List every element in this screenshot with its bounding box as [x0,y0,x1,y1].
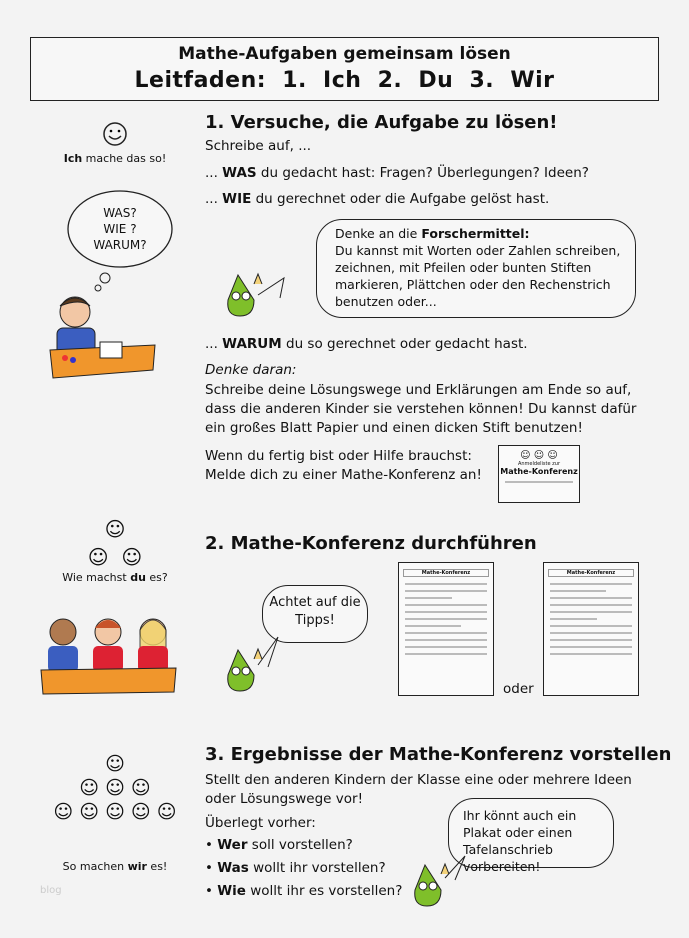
ich-caption: Ich mache das so! [63,152,167,165]
melde-text: Melde dich zu einer Mathe-Konferenz an! [205,467,482,483]
denke-text: Schreibe deine Lösungswege und Erklärungen am Ende so auf, dass die anderen Kinder sie verstehen können! Du kannst dafür ein großes Blatt Papier und einen dicken Stift benutzen! [205,382,637,436]
anmeldeliste-card: ☺ ☺ ☺ Anmeldeliste zur Mathe-Konferenz [498,445,580,503]
smiley-icon [102,121,128,147]
bullet-wer: • Wer soll vorstellen? [205,837,353,853]
smiley-group-icon: ☺ ☺ ☺ [87,517,143,569]
tipps-bubble: Achtet auf die Tipps! [262,585,368,643]
oder-text: oder [503,681,534,697]
denke-label: Denke daran: [205,362,297,378]
section3-heading: 3. Ergebnisse der Mathe-Konferenz vorstellen [205,744,672,765]
thought-text: WAS? WIE ? WARUM? [93,206,147,252]
bullet-was: • Was wollt ihr vorstellen? [205,860,386,876]
intro-text: Schreibe auf, ... [205,138,312,154]
child-illustration [45,290,160,380]
fertig-text: Wenn du fertig bist oder Hilfe brauchst: [205,448,472,464]
konferenz-sheet-1: Mathe-Konferenz [398,562,494,696]
mascot-icon [218,270,268,320]
smiley-group-icon: ☺ ☺ ☺ ☺ ☺ ☺ ☺ ☺ ☺ [53,753,177,823]
warum-line: ... WARUM du so gerechnet oder gedacht hast. [205,336,528,352]
watermark: blog [40,885,62,896]
plakat-bubble: Ihr könnt auch ein Plakat oder einen Tafelanschrieb vorbereiten! [448,798,614,868]
page-title: Mathe-Aufgaben gemeinsam lösen [178,44,511,64]
children-illustration [38,610,178,695]
forschermittel-bubble: Denke an die Forschermittel: Du kannst mit Worten oder Zahlen schreiben, zeichnen, mit Pfeilen oder bunten Stiften markieren, Plättchen oder den Rechenstrich benutzen oder... [316,219,636,318]
section3-text: Stellt den anderen Kindern der Klasse eine oder mehrere Ideen oder Lösungswege vor! [205,772,632,807]
page-subtitle: Leitfaden: 1. Ich 2. Du 3. Wir [134,68,555,93]
vorher-text: Überlegt vorher: [205,815,316,831]
smiley-group-icon: ☺ ☺ ☺ [520,450,558,461]
section1-heading: 1. Versuche, die Aufgabe zu lösen! [205,112,558,133]
wie-line: ... WIE du gerechnet oder die Aufgabe gelöst hast. [205,191,550,207]
du-caption: Wie machst du es? [62,571,168,584]
konferenz-sheet-2: Mathe-Konferenz [543,562,639,696]
title-box [30,37,659,101]
mascot-icon [405,860,455,910]
bullet-wie: • Wie wollt ihr es vorstellen? [205,883,403,899]
mascot-icon [218,645,268,695]
wir-caption: So machen wir es! [62,860,168,873]
was-line: ... WAS du gedacht hast: Fragen? Überlegungen? Ideen? [205,165,589,181]
section2-heading: 2. Mathe-Konferenz durchführen [205,533,537,554]
